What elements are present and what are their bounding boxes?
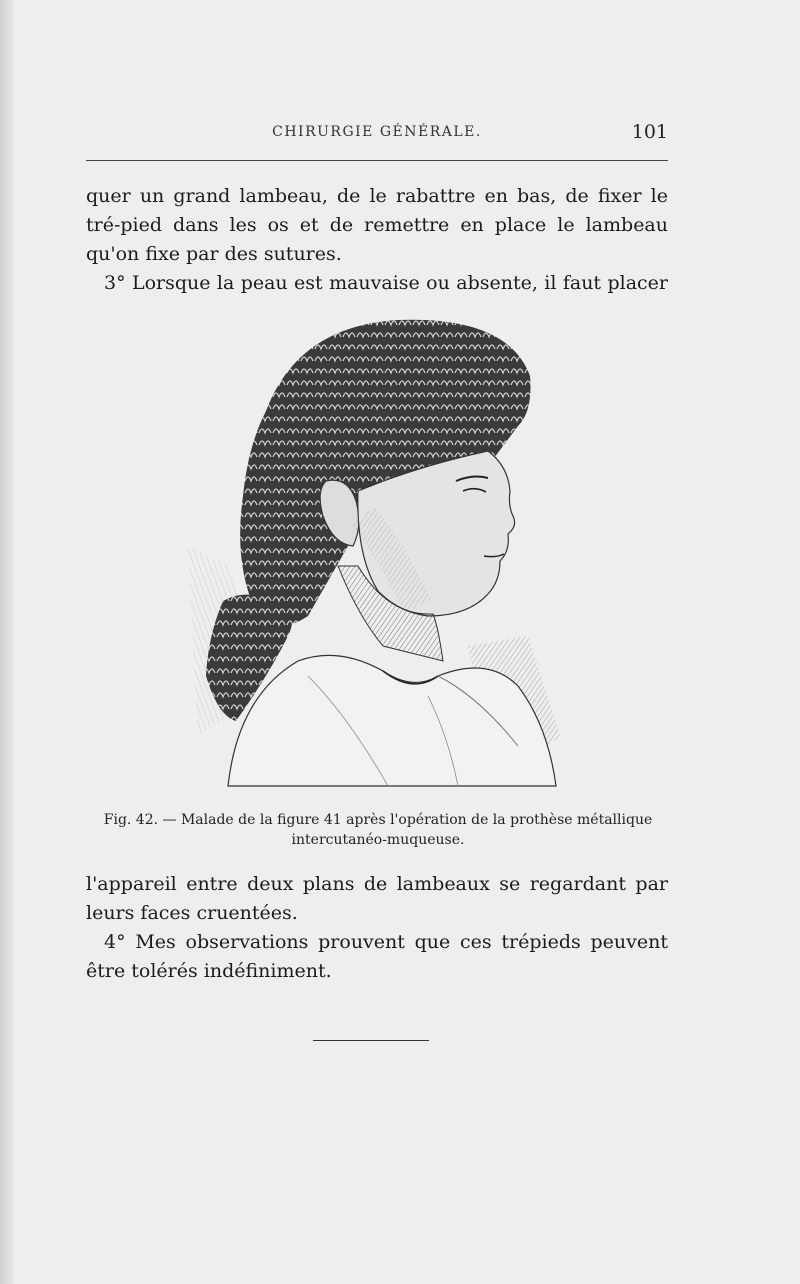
paragraph: 3° Lorsque la peau est mauvaise ou absente, il faut placer	[104, 272, 668, 294]
engraving-portrait	[188, 316, 560, 796]
portrait-illustration	[188, 316, 560, 796]
paragraph: l'appareil entre deux plans de lambeaux se regardant par leurs faces cruentées.	[86, 873, 668, 924]
running-title: CHIRURGIE GÉNÉRALE.	[272, 124, 482, 140]
text-block-upper	[86, 182, 668, 298]
figure-caption: Fig. 42. — Malade de la figure 41 après l'opération de la prothèse métallique intercutanéo-muqueuse.	[103, 812, 653, 848]
paragraph: quer un grand lambeau, de le rabattre en bas, de fixer le tré-pied dans les os et de remettre en place le lambeau qu'on fixe par des sutures.	[86, 185, 668, 265]
page-number: 101	[631, 121, 668, 143]
paragraph: 4° Mes observations prouvent que ces trépieds peuvent être tolérés indéfiniment.	[86, 931, 668, 982]
text-block-lower	[86, 870, 668, 986]
scan-edge-shadow	[0, 0, 14, 1284]
end-rule	[313, 1040, 429, 1041]
header-rule	[86, 160, 668, 161]
page-header	[86, 121, 668, 148]
